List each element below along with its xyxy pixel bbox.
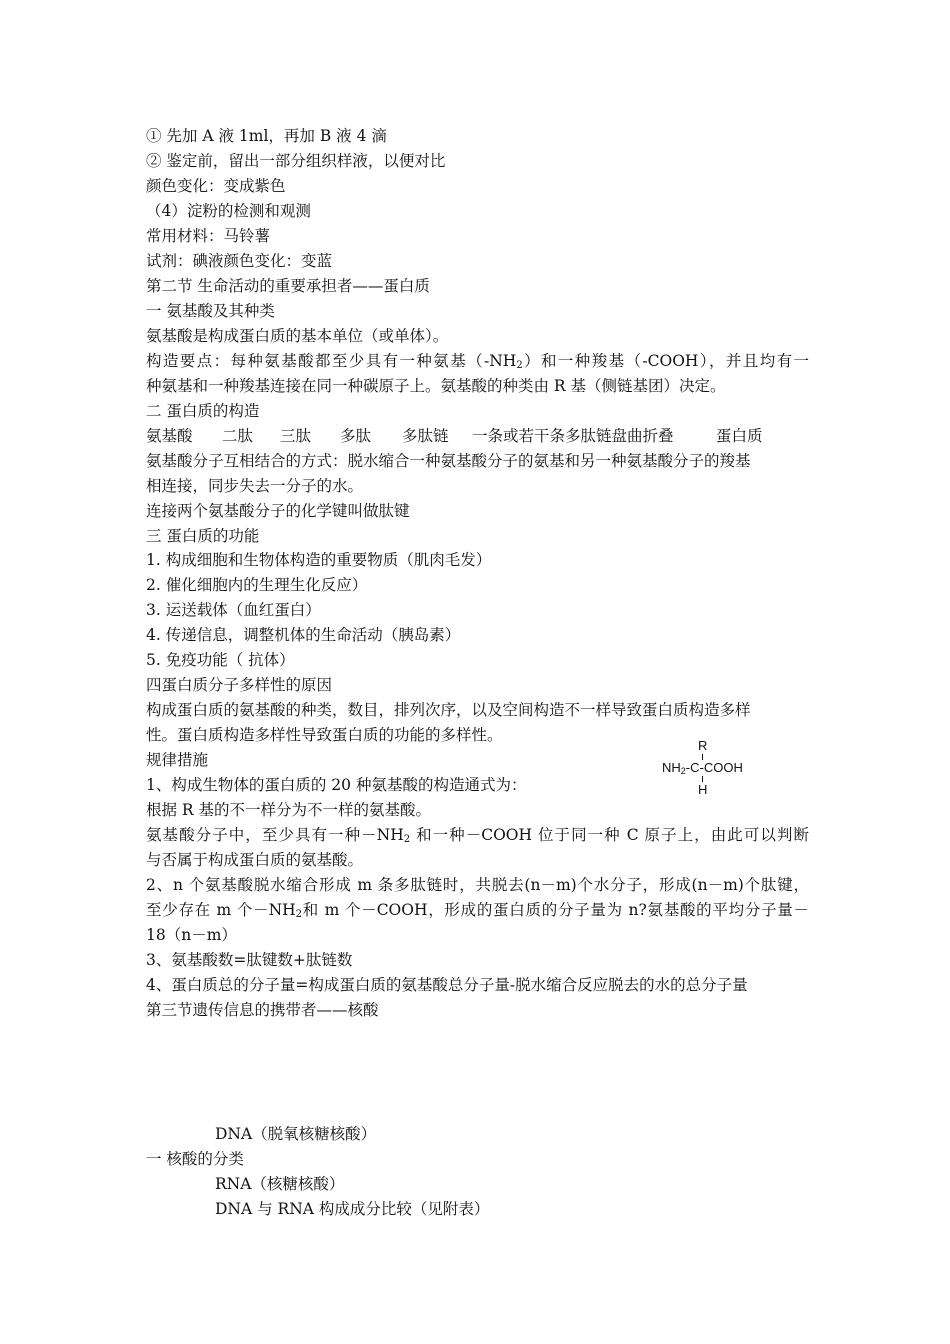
- text-line: 构造要点：每种氨基酸都至少具有一种氨基$(-NH_2)$和一种羧基（-COOH），并且均有一: [146, 352, 809, 371]
- text-line: DNA 与 RNA 构成成分比较（见附表）: [215, 1200, 490, 1218]
- chain-item: 一条或若干条多肽链盘曲折叠: [472, 427, 674, 445]
- list-item: 5. 免疫功能（ 抗体）: [146, 651, 295, 669]
- chain-item: 三肽: [280, 427, 312, 445]
- subsection-heading: 三 蛋白质的功能: [146, 527, 260, 545]
- text-line: 连接两个氨基酸分子的化学键叫做肽键: [146, 502, 410, 520]
- text-line: ① 先加 A 液 1ml，再加 B 液 4 滴: [146, 127, 387, 145]
- text-line: 至少存在 m 个$-NH_2$和 m 个－COOH，形成的蛋白质的分子量为 n?氨基酸的平均分子量－: [146, 901, 809, 920]
- text-line: RNA（核糖核酸）: [215, 1175, 345, 1193]
- text-line: 性。蛋白质构造多样性导致蛋白质的功能的多样性。: [146, 726, 503, 744]
- text-line: 1、构成生物体的蛋白质的 20 种氨基酸的构造通式为：: [146, 776, 527, 794]
- subsection-heading: 规律措施: [146, 751, 209, 769]
- chain-item: 多肽: [340, 427, 372, 445]
- text-line: 与否属于构成蛋白质的氨基酸。: [146, 851, 364, 869]
- text-line: （4）淀粉的检测和观测: [146, 202, 311, 220]
- text-line: 试剂：碘液颜色变化：变蓝: [146, 252, 333, 270]
- text-line: 18（n－m）: [146, 926, 237, 944]
- text-line: 4、蛋白质总的分子量=构成蛋白质的氨基酸总分子量-脱水缩合反应脱去的水的总分子量: [146, 976, 748, 994]
- text-line: 颜色变化：变成紫色: [146, 177, 286, 195]
- list-item: 3. 运送载体（血红蛋白）: [146, 601, 321, 619]
- chain-item: 氨基酸: [146, 427, 193, 445]
- subsection-heading: 四蛋白质分子多样性的原因: [146, 676, 333, 694]
- subsection-heading: 一 核酸的分类: [146, 1150, 244, 1168]
- text-line: 氨基酸是构成蛋白质的基本单位（或单体）。: [146, 327, 449, 345]
- text-line: DNA（脱氧核糖核酸）: [215, 1125, 377, 1143]
- formula-hydrogen: H: [698, 782, 708, 797]
- formula-r-group: R: [698, 738, 708, 753]
- subsection-heading: 一 氨基酸及其种类: [146, 302, 275, 320]
- text-line: 3、氨基酸数=肽键数+肽链数: [146, 951, 353, 969]
- text-line: ② 鉴定前，留出一部分组织样液，以便对比: [146, 152, 446, 170]
- text-line: 根据 R 基的不一样分为不一样的氨基酸。: [146, 801, 432, 819]
- protein-structure-chain: [146, 426, 763, 446]
- section-heading: 第二节 生命活动的重要承担者——蛋白质: [146, 277, 430, 295]
- text-line: 2、n 个氨基酸脱水缩合形成 m 条多肽链时，共脱去(n－m)个水分子，形成(n－m)个肽键，: [146, 876, 809, 894]
- subsection-heading: 二 蛋白质的构造: [146, 402, 260, 420]
- text-line: 常用材料：马铃薯: [146, 227, 271, 245]
- text-line: 相连接，同步失去一分子的水。: [146, 477, 364, 495]
- text-line: 氨基酸分子中，至少具有一种$-NH_2$ 和一种－COOH 位于同一种 C 原子上，由此可以判断: [146, 826, 809, 845]
- text-line: 氨基酸分子互相结合的方式：脱水缩合一种氨基酸分子的氨基和另一种氨基酸分子的羧基: [146, 452, 751, 470]
- list-item: 1. 构成细胞和生物体构造的重要物质（肌肉毛发）: [146, 551, 492, 569]
- list-item: 4. 传递信息，调整机体的生命活动（胰岛素）: [146, 626, 461, 644]
- text-line: 构成蛋白质的氨基酸的种类，数目，排列次序，以及空间构造不一样导致蛋白质构造多样: [146, 701, 751, 719]
- list-item: 2. 催化细胞内的生理生化反应）: [146, 576, 368, 594]
- formula-main-chain: NH2-C-COOH: [662, 760, 743, 776]
- section-heading: 第三节遗传信息的携带者——核酸: [146, 1001, 379, 1019]
- chain-item: 多肽链: [402, 427, 449, 445]
- text-line: 种氨基和一种羧基连接在同一种碳原子上。氨基酸的种类由 R 基（侧链基团）决定。: [146, 377, 726, 395]
- amino-acid-structural-formula: [662, 738, 762, 800]
- chain-item: 蛋白质: [716, 427, 763, 445]
- chain-item: 二肽: [222, 427, 254, 445]
